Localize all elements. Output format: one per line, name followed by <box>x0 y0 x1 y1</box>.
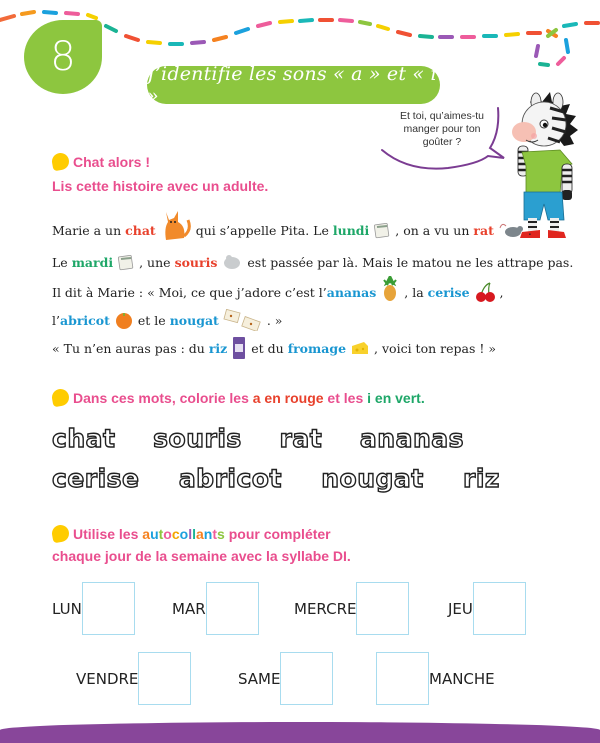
story-text: , la <box>404 284 424 300</box>
story-word-rat: rat <box>473 222 494 238</box>
day-samedi <box>238 652 333 705</box>
colorable-word[interactable]: cerise <box>52 464 140 493</box>
colorable-word[interactable]: chat <box>52 424 116 453</box>
day-prefix: JEU <box>448 599 473 618</box>
instruction-text: Dans ces mots, colorie les <box>73 390 253 406</box>
story-text: , <box>499 284 504 300</box>
sticker-box[interactable] <box>138 652 191 705</box>
day-mercredi <box>294 582 409 635</box>
lesson-title-banner <box>147 63 440 107</box>
day-lundi <box>52 582 135 635</box>
section1-heading <box>52 152 150 172</box>
story-word-ananas: ananas <box>326 284 377 300</box>
story-text: Marie a un <box>52 222 122 238</box>
lesson-number-badge <box>24 20 102 94</box>
cat-icon <box>160 208 192 242</box>
sticker-box[interactable] <box>356 582 409 635</box>
section3-instruction-line1 <box>52 524 331 544</box>
instruction-text: Utilise les <box>73 526 139 542</box>
story-line-3 <box>52 278 504 306</box>
sticker-box[interactable] <box>280 652 333 705</box>
sticker-box[interactable] <box>206 582 259 635</box>
yellow-bubble-icon <box>51 388 71 408</box>
sticker-box[interactable] <box>473 582 526 635</box>
yellow-bubble-icon <box>51 524 71 544</box>
story-text: . <box>527 222 532 238</box>
story-text: , voici ton repas ! » <box>374 340 496 356</box>
colorable-word[interactable]: ananas <box>359 424 464 453</box>
colorable-word[interactable]: riz <box>463 464 500 493</box>
story-word-cerise: cerise <box>427 284 470 300</box>
story-line-4 <box>52 306 282 334</box>
story-word-riz: riz <box>208 340 228 356</box>
colorable-word[interactable]: rat <box>279 424 323 453</box>
section3-instruction-line2: chaque jour de la semaine avec la syllabe DI. <box>52 548 351 564</box>
section1-instruction: Lis cette histoire avec un adulte. <box>52 178 269 194</box>
story-word-abricot: abricot <box>59 312 110 328</box>
apricot-icon <box>114 310 134 330</box>
sticker-box[interactable] <box>82 582 135 635</box>
yellow-bubble-icon <box>51 152 71 172</box>
story-word-nougat: nougat <box>169 312 219 328</box>
story-text: est passée par là. Mais le matou ne les attrape pas. <box>247 254 574 270</box>
instruction-red-part: a en rouge <box>252 390 324 406</box>
story-text: Il dit à Marie : « Moi, ce que j’adore c’est l’ <box>52 284 327 300</box>
cheese-icon <box>350 340 370 356</box>
story-word-mardi: mardi <box>71 254 114 270</box>
story-line-1 <box>52 216 532 244</box>
lesson-title: J’identifie les sons « a » et « i » <box>147 63 437 107</box>
story-text: Le <box>52 254 68 270</box>
day-suffix: MANCHE <box>429 669 495 688</box>
footer-band <box>0 722 600 743</box>
story-word-chat: chat <box>125 222 156 238</box>
speech-line-3: goûter ? <box>422 136 462 148</box>
colorable-word[interactable]: abricot <box>178 464 282 493</box>
day-prefix: VENDRE <box>76 669 139 688</box>
sticker-box[interactable] <box>376 652 429 705</box>
section2-instruction <box>52 388 425 408</box>
calendar-icon <box>373 221 391 239</box>
day-prefix: SAME <box>238 669 281 688</box>
day-prefix: MAR <box>172 599 206 618</box>
stickers-word: autocollants <box>142 526 225 542</box>
nougat-icon <box>223 309 263 331</box>
speech-line-2: manger pour ton <box>403 123 481 135</box>
story-text: et le <box>137 312 166 328</box>
instruction-text: et les <box>323 390 368 406</box>
story-word-fromage: fromage <box>287 340 347 356</box>
colorable-words-row-1 <box>52 424 464 453</box>
story-text: , on a vu un <box>395 222 470 238</box>
story-text: , une <box>139 254 171 270</box>
day-prefix: LUN <box>52 599 82 618</box>
story-text: . » <box>266 312 283 328</box>
colorable-word[interactable]: nougat <box>321 464 424 493</box>
mouse-icon <box>221 253 243 271</box>
story-line-2 <box>52 248 573 276</box>
speech-bubble <box>388 108 496 164</box>
story-text: et du <box>251 340 284 356</box>
mascot-speech-text <box>388 110 496 149</box>
instruction-text: pour compléter <box>228 526 331 542</box>
day-vendredi <box>76 652 191 705</box>
story-text: qui s’appelle Pita. Le <box>195 222 329 238</box>
day-dimanche <box>376 652 495 705</box>
day-prefix: MERCRE <box>294 599 357 618</box>
calendar-icon <box>117 253 135 271</box>
story-word-souris: souris <box>174 254 218 270</box>
instruction-green-part: i en vert <box>367 390 421 406</box>
rice-box-icon <box>231 336 247 360</box>
day-jeudi <box>448 582 526 635</box>
story-text: « Tu n’en auras pas : du <box>52 340 205 356</box>
lesson-number: 8 <box>50 34 76 80</box>
story-word-lundi: lundi <box>332 222 370 238</box>
story-line-5 <box>52 334 496 362</box>
rat-icon <box>498 222 524 238</box>
section1-title: Chat alors ! <box>73 154 151 170</box>
instruction-text: . <box>420 390 425 406</box>
colorable-word[interactable]: souris <box>153 424 242 453</box>
colorable-words-row-2 <box>52 464 500 493</box>
day-mardi <box>172 582 259 635</box>
speech-line-1: Et toi, qu’aimes-tu <box>399 110 485 122</box>
story-text: l’ <box>52 312 60 328</box>
cherry-icon <box>474 281 496 303</box>
pineapple-icon <box>380 276 400 302</box>
